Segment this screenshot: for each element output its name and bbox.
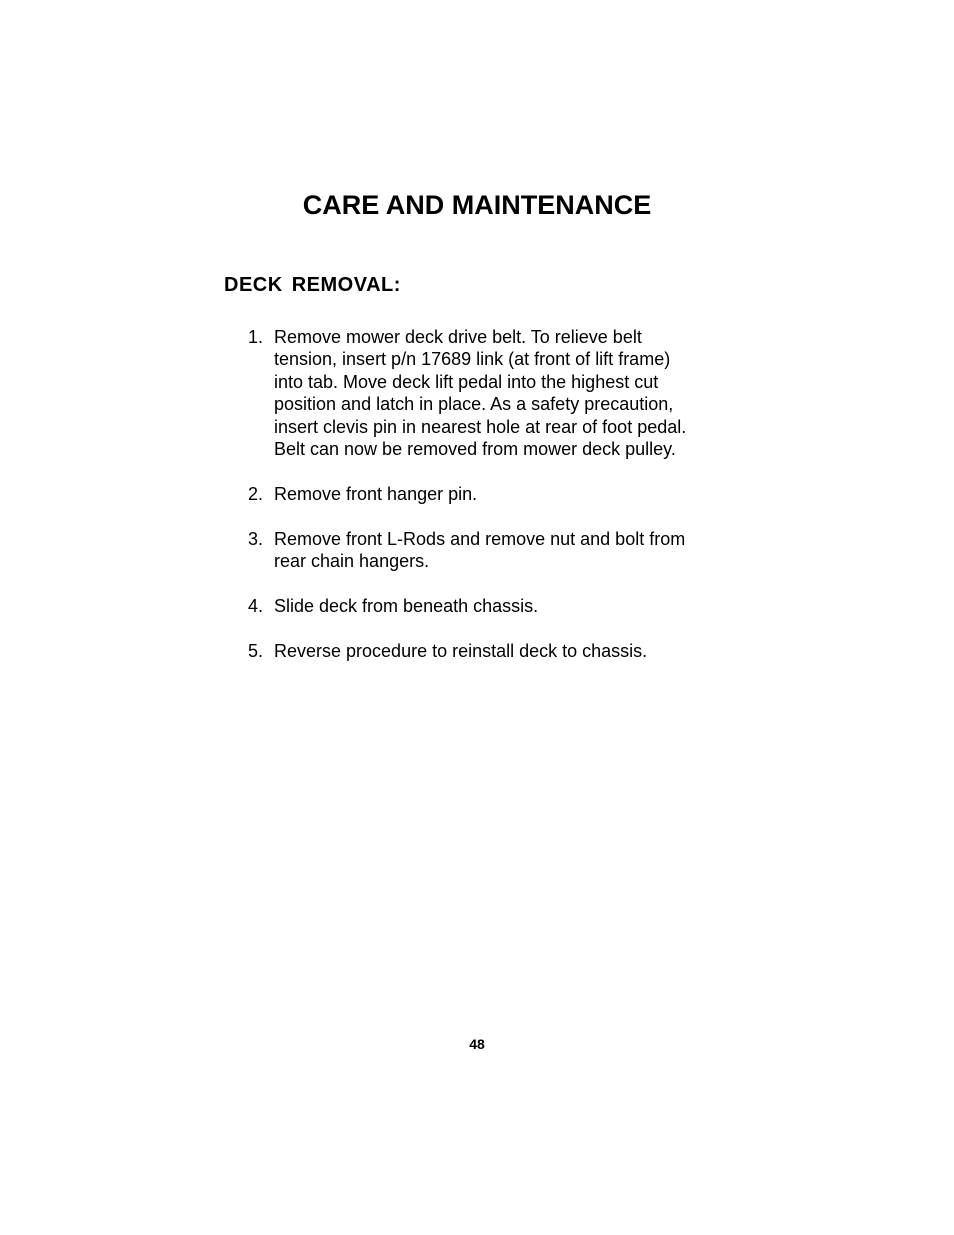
step-number: 5. <box>248 640 264 661</box>
step-number: 3. <box>248 528 264 549</box>
step-item-1 <box>248 326 708 460</box>
page-title: CARE AND MAINTENANCE <box>302 190 652 220</box>
step-number: 2. <box>248 483 264 504</box>
step-text: Reverse procedure to reinstall deck to chassis. <box>274 640 648 661</box>
step-text: Slide deck from beneath chassis. <box>274 595 539 616</box>
step-item-4 <box>248 595 708 617</box>
step-item-5 <box>248 640 708 662</box>
step-text: Remove front L-Rods and remove nut and bolt from rear chain hangers. <box>274 528 686 572</box>
section-heading-deck-removal: DECK REMOVAL: <box>224 274 401 296</box>
step-text: Remove front hanger pin. <box>274 483 478 504</box>
step-number: 4. <box>248 595 264 616</box>
step-number: 1. <box>248 327 264 347</box>
step-item-2 <box>248 483 708 505</box>
step-item-3 <box>248 528 708 573</box>
page-number: 48 <box>469 1036 485 1052</box>
deck-removal-steps <box>248 326 708 684</box>
step-text: Remove mower deck drive belt. To relieve belt tension, insert p/n 17689 link (at front of lift frame) into tab. Move deck lift pedal into the highest cut position and latch in place. As a safety precaution, insert clevis pin in nearest hole at rear of foot pedal. Belt can now be removed from mower deck pulley. <box>274 327 687 460</box>
